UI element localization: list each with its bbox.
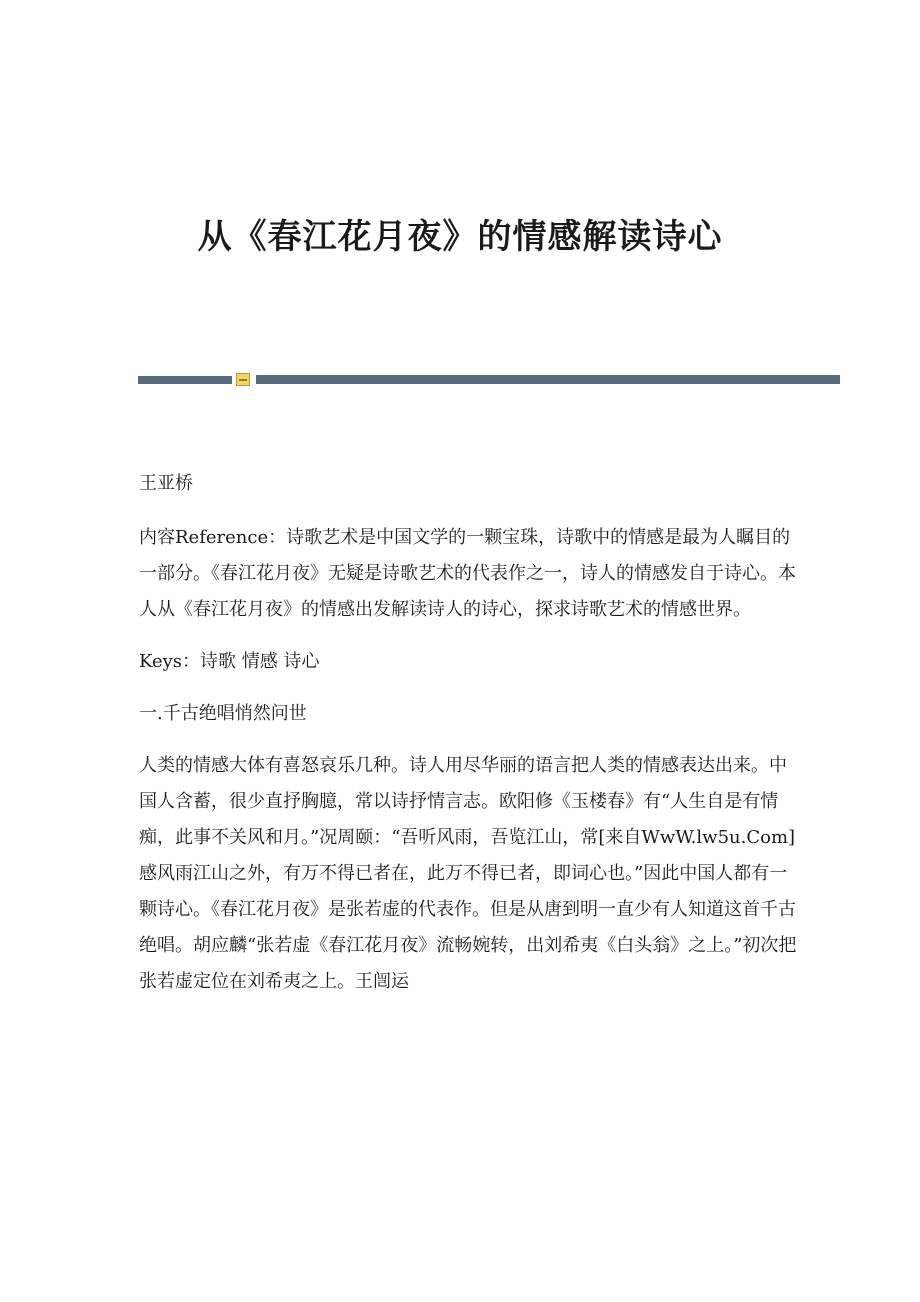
title-divider <box>138 372 840 388</box>
document-body <box>139 466 799 1016</box>
divider-bar-left <box>138 376 232 384</box>
section-heading: 一.千古绝唱悄然问世 <box>139 703 307 724</box>
divider-bar-right <box>256 375 840 384</box>
keywords-line: Keys：诗歌 情感 诗心 <box>139 651 320 672</box>
body-paragraph: 人类的情感大体有喜怒哀乐几种。诗人用尽华丽的语言把人类的情感表达出来。中国人含蓄，很少直抒胸臆，常以诗抒情言志。欧阳修《玉楼春》有“人生自是有情痴，此事不关风和月。”况周颐：“吾听风雨，吾览江山，常[来自WwW.lw5u.Com]感风雨江山之外，有万不得已者在，此万不得已者，即词心也。”因此中国人都有一颗诗心。《春江花月夜》是张若虚的代表作。但是从唐到明一直少有人知道这首千古绝唱。胡应麟“张若虚《春江花月夜》流畅婉转，出刘希夷《白头翁》之上。”初次把张若虚定位在刘希夷之上。王闿运 <box>139 755 797 992</box>
author-name: 王亚桥 <box>139 473 193 494</box>
abstract-paragraph: 内容Reference：诗歌艺术是中国文学的一颗宝珠，诗歌中的情感是最为人瞩目的一部分。《春江花月夜》无疑是诗歌艺术的代表作之一，诗人的情感发自于诗心。本人从《春江花月夜》的情感出发解读诗人的诗心，探求诗歌艺术的情感世界。 <box>139 527 796 620</box>
document-title: 从《春江花月夜》的情感解读诗心 <box>197 217 723 257</box>
divider-marker-icon <box>236 373 250 386</box>
